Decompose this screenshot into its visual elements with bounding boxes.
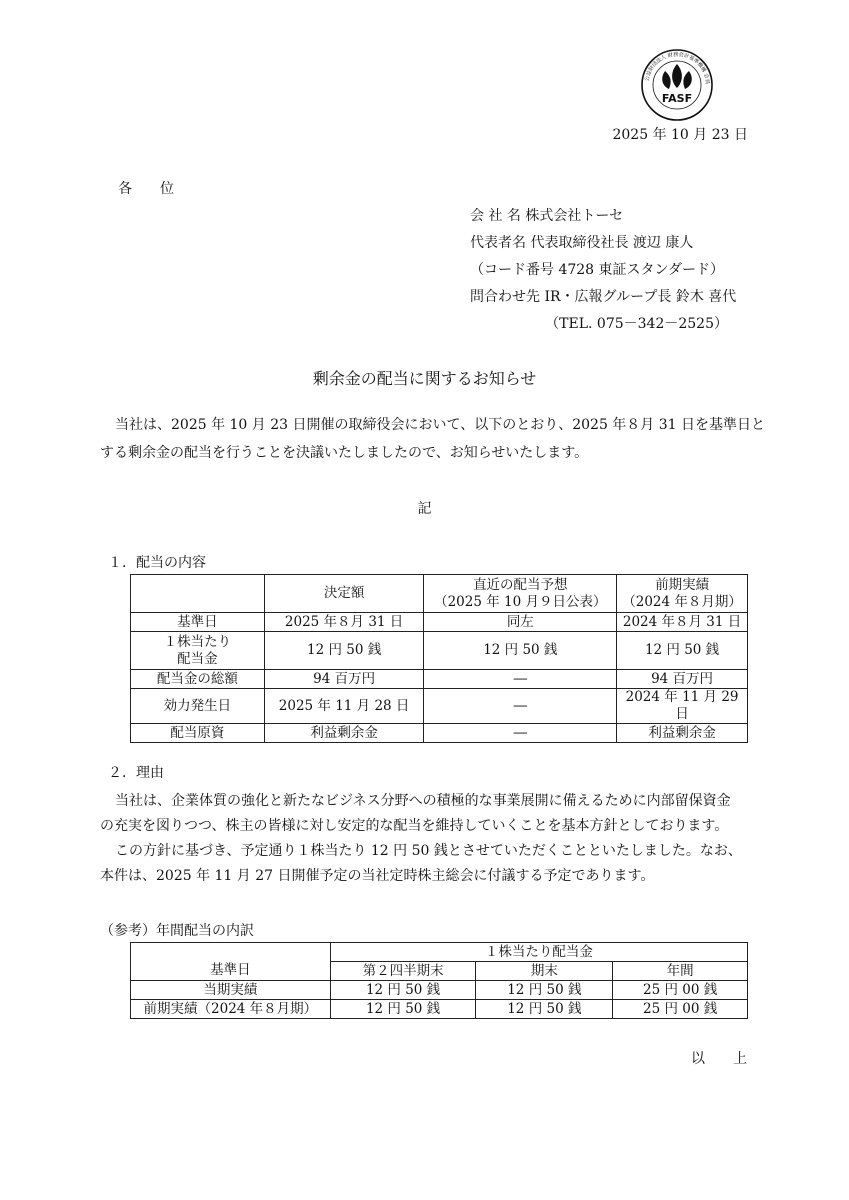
table-cell: 12 円 50 銭 xyxy=(264,632,424,670)
intro-line-2: する剰余金の配当を行うことを決議いたしましたので、お知らせいたします。 xyxy=(100,445,589,461)
table-cell: ― xyxy=(424,724,617,743)
table-header-cell xyxy=(131,943,331,962)
table-row xyxy=(131,632,748,670)
table-cell: 12 円 50 銭 xyxy=(476,981,613,1000)
recipient: 各 位 xyxy=(118,181,174,197)
table-cell: 12 円 50 銭 xyxy=(617,632,748,670)
table-cell: 2024 年 11 月 29 日 xyxy=(617,689,748,724)
table-cell: 2025 年 11 月 28 日 xyxy=(264,689,424,724)
table-cell: 当期実績 xyxy=(131,981,331,1000)
closing-mark: 以 上 xyxy=(691,1051,747,1067)
table-cell: 25 円 00 銭 xyxy=(613,1000,748,1019)
logo-text: FASF xyxy=(661,92,693,105)
table-cell: 94 百万円 xyxy=(617,670,748,689)
document-title: 剰余金の配当に関するお知らせ xyxy=(312,369,537,388)
dividend-table xyxy=(130,574,748,743)
table-cell: 配当金の総額 xyxy=(131,670,265,689)
table-cell: １株当たり 配当金 xyxy=(131,632,265,670)
company-name: 会 社 名 株式会社トーセ xyxy=(470,208,624,224)
table-row xyxy=(131,1000,748,1019)
contact-person: 問合わせ先 IR・広報グループ長 鈴木 喜代 xyxy=(470,289,737,305)
table-cell: 2025 年８月 31 日 xyxy=(264,613,424,632)
section1-heading: １．配当の内容 xyxy=(108,555,206,571)
document-date: 2025 年 10 月 23 日 xyxy=(612,127,748,143)
reference-heading: （参考）年間配当の内訳 xyxy=(100,923,254,939)
table-row xyxy=(131,724,748,743)
table-cell: 12 円 50 銭 xyxy=(330,1000,476,1019)
table-cell: 12 円 50 銭 xyxy=(476,1000,613,1019)
table-cell: 利益剰余金 xyxy=(264,724,424,743)
table-row xyxy=(131,981,748,1000)
table-header-cell: 年間 xyxy=(613,962,748,981)
reason-line-1: 当社は、企業体質の強化と新たなビジネス分野への積極的な事業展開に備えるために内部留保資金 xyxy=(115,793,731,809)
table-cell: 94 百万円 xyxy=(264,670,424,689)
logo-ring-text: 公益財団法人 財務会計基準機構 会員 xyxy=(644,51,711,85)
table-cell: 12 円 50 銭 xyxy=(424,632,617,670)
intro-line-1: 当社は、2025 年 10 月 23 日開催の取締役会において、以下のとおり、2025 年８月 31 日を基準日と xyxy=(115,417,766,433)
reason-line-3: この方針に基づき、予定通り１株当たり 12 円 50 銭とさせていただくことといたしました。なお、 xyxy=(115,843,742,859)
table-row xyxy=(131,613,748,632)
table-cell: 25 円 00 銭 xyxy=(613,981,748,1000)
table-header-cell: 第２四半期末 xyxy=(330,962,476,981)
section2-heading: ２．理由 xyxy=(108,765,164,781)
table-header-cell: 決定額 xyxy=(264,575,424,613)
table-header-row xyxy=(131,943,748,962)
fasf-logo xyxy=(640,48,714,122)
table-cell: 効力発生日 xyxy=(131,689,265,724)
table-header-cell: 基準日 xyxy=(131,962,331,981)
table-header-cell: 前期実績 （2024 年８月期） xyxy=(617,575,748,613)
reason-line-4: 本件は、2025 年 11 月 27 日開催予定の当社定時株主総会に付議する予定であります。 xyxy=(100,868,655,884)
table-header-cell: 直近の配当予想 （2025 年 10 月９日公表） xyxy=(424,575,617,613)
table-cell: 基準日 xyxy=(131,613,265,632)
table-header-cell: 期末 xyxy=(476,962,613,981)
table-cell: 前期実績（2024 年８月期） xyxy=(131,1000,331,1019)
annual-dividend-table xyxy=(130,942,748,1019)
table-row xyxy=(131,689,748,724)
table-group-header: １株当たり配当金 xyxy=(330,943,747,962)
stock-code: （コード番号 4728 東証スタンダード） xyxy=(470,262,724,278)
representative: 代表者名 代表取締役社長 渡辺 康人 xyxy=(470,235,694,251)
table-cell: 同左 xyxy=(424,613,617,632)
table-cell: 2024 年８月 31 日 xyxy=(617,613,748,632)
table-cell: 12 円 50 銭 xyxy=(330,981,476,1000)
table-cell: 配当原資 xyxy=(131,724,265,743)
table-cell: 利益剰余金 xyxy=(617,724,748,743)
table-header-row xyxy=(131,962,748,981)
ki-marker: 記 xyxy=(417,501,432,517)
table-cell: ― xyxy=(424,670,617,689)
table-cell: ― xyxy=(424,689,617,724)
table-row xyxy=(131,670,748,689)
table-header-row xyxy=(131,575,748,613)
table-header-cell xyxy=(131,575,265,613)
contact-tel: （TEL. 075－342－2525） xyxy=(545,316,728,332)
reason-line-2: の充実を図りつつ、株主の皆様に対し安定的な配当を維持していくことを基本方針としております。 xyxy=(100,818,729,834)
